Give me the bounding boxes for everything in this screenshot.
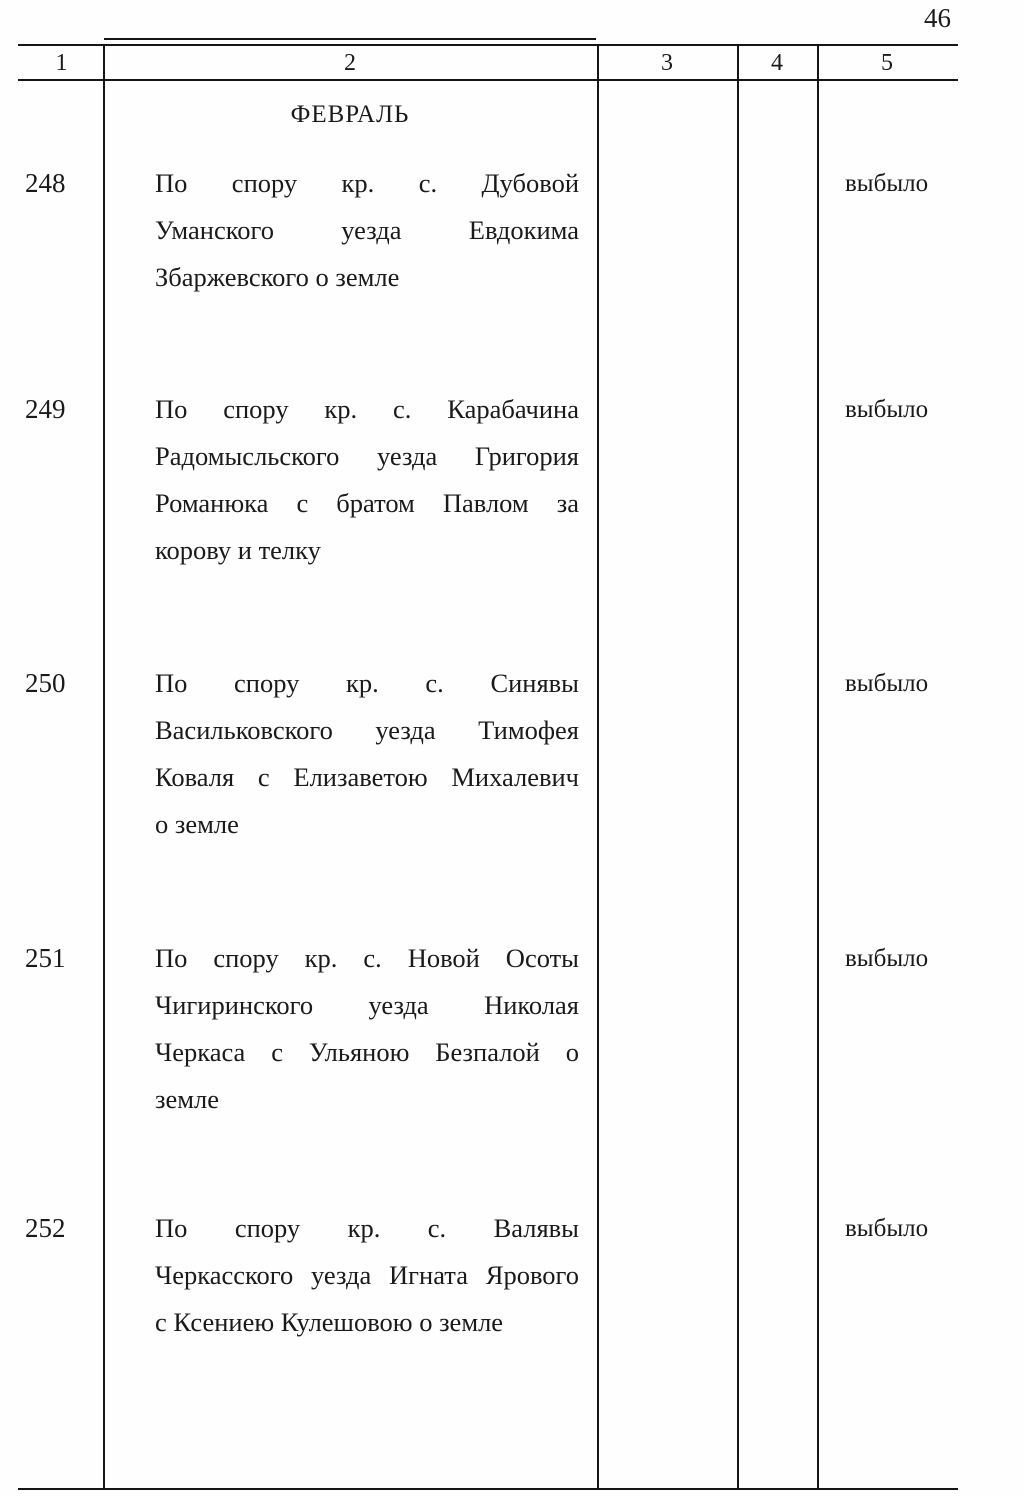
case-status: выбыло: [845, 396, 929, 423]
column-divider-2-3: [597, 44, 599, 1490]
case-description-line: Збаржевского о земле: [155, 262, 400, 292]
column-header-4: 4: [771, 50, 783, 76]
case-description-line: Уманского уезда Евдокима: [155, 215, 579, 245]
case-number: 251: [25, 943, 66, 973]
case-description-line: корову и телку: [155, 535, 321, 565]
column-header-2: 2: [344, 50, 356, 76]
case-description-line: Васильковского уезда Тимофея: [155, 715, 579, 745]
case-description-line: По спору кр. с. Валявы: [155, 1213, 579, 1243]
case-description-line: По спору кр. с. Новой Осоты: [155, 943, 579, 973]
case-description-line: Коваля с Елизаветою Михалевич: [155, 762, 579, 792]
case-description-line: Радомысльского уезда Григория: [155, 441, 579, 471]
case-description-line: Романюка с братом Павлом за: [155, 488, 579, 518]
section-header-month: ФЕВРАЛЬ: [290, 101, 410, 128]
case-description-line: По спору кр. с. Синявы: [155, 668, 579, 698]
case-description: [155, 160, 579, 301]
case-description: [155, 935, 579, 1123]
case-number: 249: [25, 394, 66, 424]
column-header-1: 1: [55, 50, 68, 76]
case-description-line: о земле: [155, 809, 239, 839]
case-description-line: По спору кр. с. Карабачина: [155, 394, 579, 424]
case-description-line: По спору кр. с. Дубовой: [155, 168, 579, 198]
case-description: [155, 386, 579, 574]
case-description-line: земле: [155, 1084, 219, 1114]
case-description: [155, 1205, 579, 1346]
case-number: 248: [25, 168, 66, 198]
case-description-line: Черкаса с Ульяною Безпалой о: [155, 1037, 579, 1067]
column-divider-3-4: [737, 44, 739, 1490]
column-divider-4-5: [817, 44, 819, 1490]
case-number: 250: [25, 668, 66, 698]
case-description: [155, 660, 579, 848]
case-status: выбыло: [845, 170, 929, 197]
case-status: выбыло: [845, 945, 929, 972]
case-description-line: Черкасского уезда Игната Ярового: [155, 1260, 579, 1290]
table-top-rule-secondary: [104, 38, 596, 40]
column-divider-1-2: [103, 44, 105, 1490]
case-status: выбыло: [845, 670, 929, 697]
column-header-5: 5: [881, 50, 893, 76]
column-header-3: 3: [661, 50, 673, 76]
case-description-line: Чигиринского уезда Николая: [155, 990, 579, 1020]
case-number: 252: [25, 1213, 66, 1243]
page-number: 46: [924, 3, 951, 33]
case-description-line: с Ксениею Кулешовою о земле: [155, 1307, 504, 1337]
case-status: выбыло: [845, 1215, 929, 1242]
